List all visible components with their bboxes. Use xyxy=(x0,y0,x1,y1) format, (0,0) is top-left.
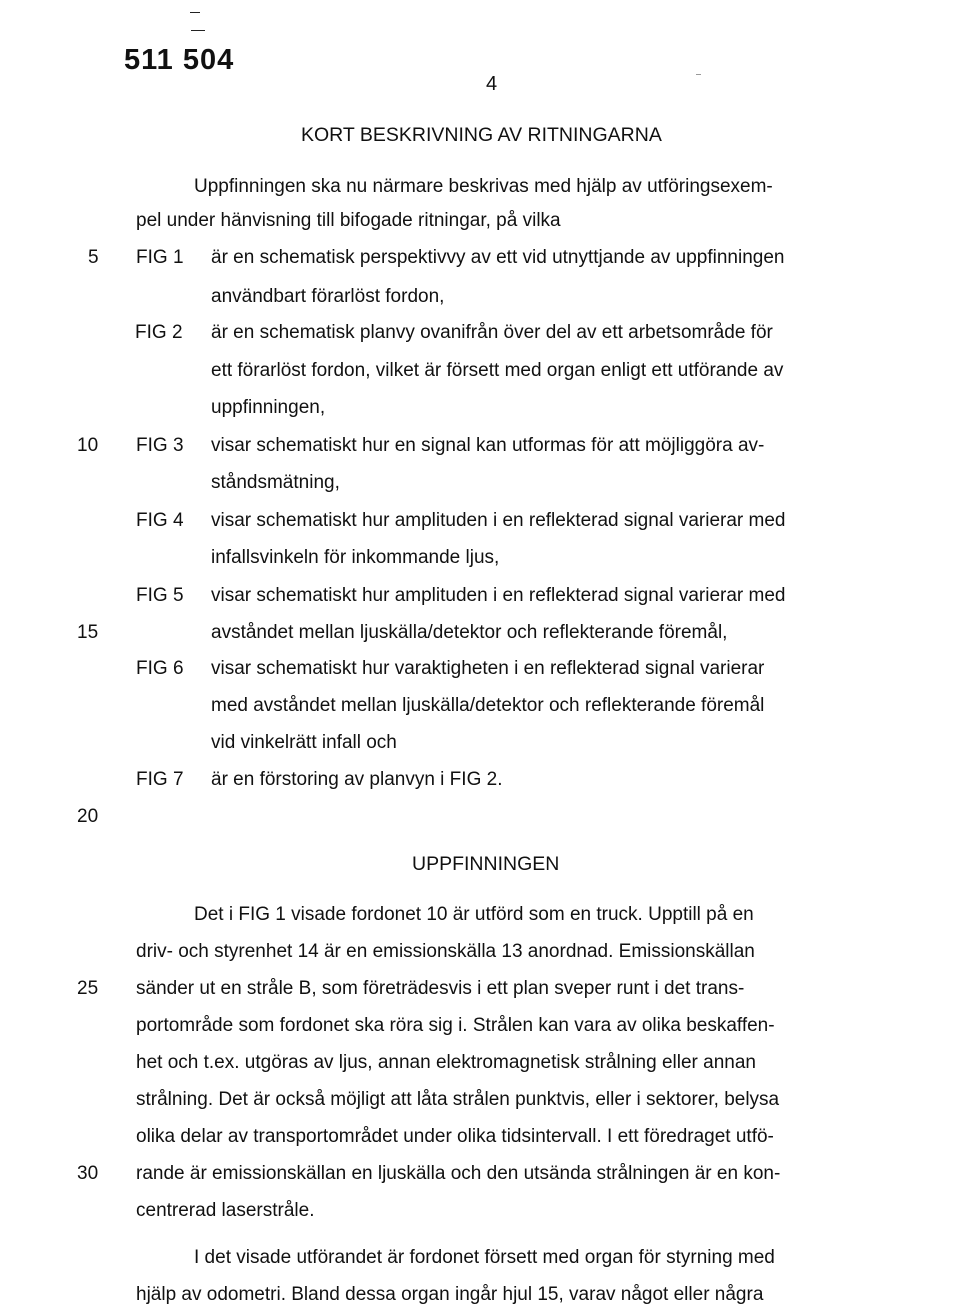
line-number: 10 xyxy=(77,435,99,456)
figure-description-line: vid vinkelrätt infall och xyxy=(211,732,397,753)
intro-line: pel under hänvisning till bifogade ritningar, på vilka xyxy=(136,210,561,231)
figure-description-line: infallsvinkeln för inkommande ljus, xyxy=(211,547,500,568)
figure-description-line: med avståndet mellan ljuskälla/detektor och reflekterande föremål xyxy=(211,695,765,716)
paragraph-line: centrerad laserstråle. xyxy=(136,1200,315,1221)
line-number: 5 xyxy=(88,247,99,268)
page-number: 4 xyxy=(486,73,498,95)
figure-label: FIG 7 xyxy=(136,769,184,790)
paragraph-line: sänder ut en stråle B, som företrädesvis i ett plan sveper runt i det trans- xyxy=(136,978,745,999)
paragraph-line: hjälp av odometri. Bland dessa organ ingår hjul 15, varav något eller några xyxy=(136,1284,764,1305)
figure-label: FIG 6 xyxy=(136,658,184,679)
scan-mark xyxy=(191,30,205,31)
figure-description-line: visar schematiskt hur amplituden i en reflekterad signal varierar med xyxy=(211,585,786,606)
paragraph-line: rande är emissionskällan en ljuskälla och den utsända strålningen är en kon- xyxy=(136,1163,781,1184)
figure-description-line: ståndsmätning, xyxy=(211,472,340,493)
scan-mark xyxy=(190,12,200,13)
figure-description-line: ett förarlöst fordon, vilket är försett med organ enligt ett utförande av xyxy=(211,360,784,381)
figure-label: FIG 3 xyxy=(136,435,184,456)
paragraph-line: het och t.ex. utgöras av ljus, annan elektromagnetisk strålning eller annan xyxy=(136,1052,756,1073)
scan-mark xyxy=(696,74,701,75)
figure-description-line: uppfinningen, xyxy=(211,397,326,418)
figure-description-line: visar schematiskt hur en signal kan utformas för att möjliggöra av- xyxy=(211,435,765,456)
paragraph-line: I det visade utförandet är fordonet försett med organ för styrning med xyxy=(194,1247,775,1268)
line-number: 30 xyxy=(77,1163,99,1184)
line-number: 25 xyxy=(77,978,99,999)
paragraph-line: Det i FIG 1 visade fordonet 10 är utförd som en truck. Upptill på en xyxy=(194,904,754,925)
figure-description-line: är en förstoring av planvyn i FIG 2. xyxy=(211,769,503,790)
figure-description-line: visar schematiskt hur varaktigheten i en reflekterad signal varierar xyxy=(211,658,765,679)
figure-description-line: visar schematiskt hur amplituden i en reflekterad signal varierar med xyxy=(211,510,786,531)
figure-label: FIG 5 xyxy=(136,585,184,606)
figure-label: FIG 2 xyxy=(135,322,183,343)
intro-line: Uppfinningen ska nu närmare beskrivas med hjälp av utföringsexem- xyxy=(194,176,773,197)
line-number: 15 xyxy=(77,622,99,643)
section-heading-invention: UPPFINNINGEN xyxy=(412,853,560,875)
paragraph-line: strålning. Det är också möjligt att låta strålen punktvis, eller i sektorer, belysa xyxy=(136,1089,780,1110)
paragraph-line: olika delar av transportområdet under olika tidsintervall. I ett föredraget utfö- xyxy=(136,1126,774,1147)
paragraph-line: driv- och styrenhet 14 är en emissionskälla 13 anordnad. Emissionskällan xyxy=(136,941,755,962)
figure-label: FIG 1 xyxy=(136,247,184,268)
figure-label: FIG 4 xyxy=(136,510,184,531)
line-number: 20 xyxy=(77,806,99,827)
paragraph-line: portområde som fordonet ska röra sig i. Strålen kan vara av olika beskaffen- xyxy=(136,1015,775,1036)
figure-description-line: användbart förarlöst fordon, xyxy=(211,286,445,307)
figure-description-line: avståndet mellan ljuskälla/detektor och reflekterande föremål, xyxy=(211,622,728,643)
figure-description-line: är en schematisk planvy ovanifrån över del av ett arbetsområde för xyxy=(211,322,773,343)
section-heading-brief-description: KORT BESKRIVNING AV RITNINGARNA xyxy=(301,124,662,146)
document-number: 511 504 xyxy=(124,44,235,76)
figure-description-line: är en schematisk perspektivvy av ett vid utnyttjande av uppfinningen xyxy=(211,247,785,268)
